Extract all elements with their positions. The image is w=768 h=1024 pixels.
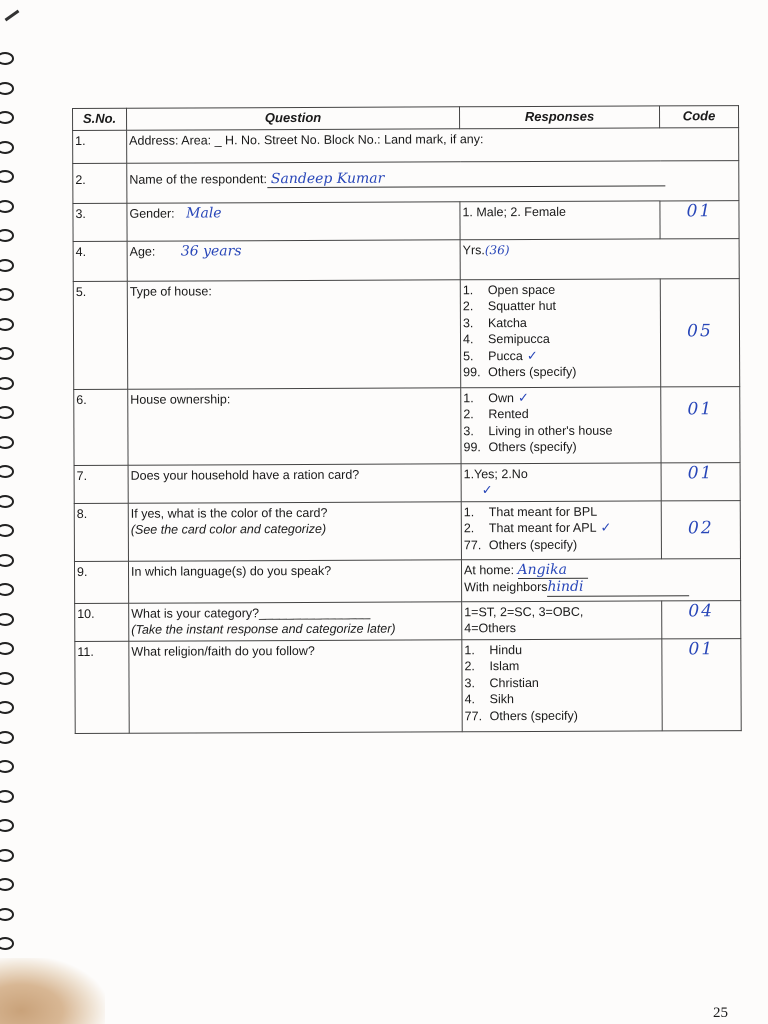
spiral-ring	[0, 170, 14, 183]
row-question: House ownership:	[128, 387, 461, 464]
header-sno: S.No.	[73, 108, 127, 130]
spiral-ring	[0, 347, 14, 360]
row-sno: 3.	[73, 203, 127, 241]
handwritten-code: 02	[687, 518, 714, 539]
row-sno: 11.	[75, 641, 129, 733]
option-item: 3. Katcha	[462, 315, 527, 330]
option-item: 2. Islam	[464, 659, 520, 674]
spiral-ring	[0, 288, 14, 301]
row-question: Address: Area: _ H. No. Street No. Block No.: Land mark, if any:	[127, 127, 739, 163]
row-sno: 4.	[73, 241, 127, 281]
row-code	[661, 500, 740, 558]
tick-mark-icon: ✓	[526, 347, 538, 363]
spiral-ring	[0, 672, 14, 685]
row-response: 1. Male; 2. Female	[460, 200, 660, 239]
row-question: In which language(s) do you speak?	[128, 559, 461, 602]
table-row	[73, 160, 739, 203]
spiral-ring	[0, 436, 14, 449]
row-question	[127, 160, 739, 203]
spiral-ring	[0, 908, 14, 921]
table-header-row	[73, 106, 739, 130]
row-sno: 5.	[73, 281, 127, 389]
table-row	[74, 386, 740, 465]
handwritten-answer: Sandeep Kumar	[270, 170, 385, 187]
answer-line	[547, 578, 689, 596]
spiral-ring	[0, 701, 14, 714]
option-item: 1. Hindu	[464, 642, 523, 657]
table-row	[73, 127, 739, 163]
option-item: 4. Sikh	[464, 692, 514, 707]
handwritten-answer: 36 years	[180, 242, 242, 260]
question-note: (See the card color and categorize)	[130, 521, 327, 537]
spiral-ring	[0, 731, 14, 744]
spiral-ring	[0, 82, 14, 95]
row-code	[662, 638, 741, 730]
row-question: What religion/faith do you follow?	[129, 639, 462, 732]
spiral-ring	[0, 318, 14, 331]
option-item: 1. That meant for BPL	[463, 504, 598, 519]
handwritten-code: 04	[688, 600, 715, 621]
handwritten-code: 01	[687, 462, 714, 483]
option-item: 3. Christian	[464, 675, 539, 690]
spiral-ring	[0, 200, 14, 213]
header-code: Code	[659, 106, 738, 128]
option-item: 5. Pucca ✓	[463, 347, 538, 363]
spiral-ring	[0, 495, 14, 508]
table-row	[74, 500, 740, 561]
spiral-ring	[0, 937, 14, 950]
question-text: What is your category?________________	[131, 605, 371, 621]
response-text: 4=Others	[464, 621, 517, 636]
row-question: Type of house:	[127, 279, 460, 388]
row-question	[127, 201, 460, 240]
spiral-ring	[0, 406, 14, 419]
handwritten-answer: Angika	[517, 561, 567, 578]
option-item: 2. Squatter hut	[462, 298, 557, 314]
question-text: Age:	[129, 244, 156, 259]
spiral-ring	[0, 790, 14, 803]
option-item: 1. Own ✓	[463, 389, 529, 405]
spiral-ring	[0, 583, 14, 596]
row-sno: 8.	[74, 503, 128, 561]
row-code	[660, 278, 739, 386]
spiral-ring	[0, 613, 14, 626]
option-item: 2. Rented	[463, 407, 529, 422]
option-item: 99. Others (specify)	[463, 364, 577, 380]
row-response	[461, 462, 661, 501]
row-code	[661, 462, 740, 500]
handwritten-code: 01	[687, 398, 714, 419]
question-text: Name of the respondent:	[129, 171, 267, 187]
response-label: At home:	[463, 562, 515, 577]
row-code	[661, 386, 740, 462]
spiral-ring	[0, 819, 14, 832]
row-sno: 2.	[73, 163, 127, 203]
tick-mark-icon: ✓	[600, 519, 612, 535]
row-sno: 7.	[74, 465, 128, 503]
row-question	[127, 239, 460, 280]
row-sno: 10.	[75, 603, 129, 641]
answer-line	[267, 169, 665, 188]
survey-table	[72, 105, 742, 733]
option-item: 2. That meant for APL ✓	[463, 519, 612, 536]
tick-mark-icon: ✓	[481, 482, 493, 498]
spiral-ring	[0, 760, 14, 773]
table-row	[74, 462, 740, 503]
row-response	[460, 238, 739, 279]
table-row	[73, 238, 739, 281]
row-code	[662, 600, 741, 638]
table-row	[74, 558, 740, 603]
response-text: 1=ST, 2=SC, 3=OBC,	[464, 604, 584, 619]
option-item: 77. Others (specify)	[464, 708, 578, 723]
header-responses: Responses	[459, 106, 659, 128]
option-item: 77. Others (specify)	[463, 537, 578, 552]
spiral-ring	[0, 524, 14, 537]
row-response	[462, 600, 662, 639]
row-sno: 9.	[74, 561, 128, 603]
row-response	[461, 558, 740, 601]
spiral-ring	[0, 111, 14, 124]
header-question: Question	[127, 107, 460, 130]
table-row	[75, 638, 741, 733]
row-response	[461, 500, 661, 559]
response-label: With neighbors	[464, 579, 548, 595]
answer-line	[517, 561, 587, 579]
spiral-ring	[0, 878, 14, 891]
question-text: If yes, what is the color of the card?	[130, 505, 328, 521]
handwritten-code: 01	[688, 638, 715, 659]
row-question	[128, 501, 461, 560]
row-code	[660, 200, 739, 238]
spiral-ring	[0, 259, 14, 272]
table-row	[73, 200, 739, 241]
row-question	[129, 601, 462, 640]
option-item: 1. Open space	[462, 282, 556, 297]
spiral-ring	[0, 642, 14, 655]
row-sno: 1.	[73, 130, 127, 163]
handwritten-answer: Male	[186, 204, 222, 222]
handwritten-code: 01	[686, 200, 713, 221]
row-question: Does your household have a ration card?	[128, 463, 461, 502]
spiral-ring	[0, 229, 14, 242]
spiral-ring	[0, 554, 14, 567]
handwritten-answer: (36)	[484, 242, 510, 257]
spiral-ring	[0, 52, 14, 65]
option-item: 3. Living in other's house	[463, 423, 613, 438]
handwritten-answer: hindi	[547, 578, 584, 595]
spiral-ring	[0, 849, 14, 862]
spiral-binding	[0, 0, 26, 960]
handwritten-code: 05	[687, 321, 713, 342]
row-response	[462, 638, 662, 731]
tick-mark-icon: ✓	[517, 389, 529, 405]
paper-stain	[0, 958, 105, 1024]
row-response	[461, 386, 661, 463]
option-item: 99. Others (specify)	[463, 439, 577, 455]
question-text: Gender:	[129, 206, 175, 221]
spiral-ring	[0, 377, 14, 390]
row-response	[460, 278, 660, 387]
response-text: Yrs.	[462, 242, 485, 257]
response-text: 1.Yes; 2.No	[463, 466, 528, 481]
table-row	[75, 600, 741, 641]
spiral-ring	[0, 141, 14, 154]
spiral-ring	[0, 465, 14, 478]
question-note: (Take the instant response and categorize later)	[131, 621, 396, 637]
row-sno: 6.	[74, 389, 128, 465]
page-number: 25	[713, 1005, 728, 1021]
option-item: 4. Semipucca	[462, 331, 550, 347]
table-row	[73, 278, 739, 389]
